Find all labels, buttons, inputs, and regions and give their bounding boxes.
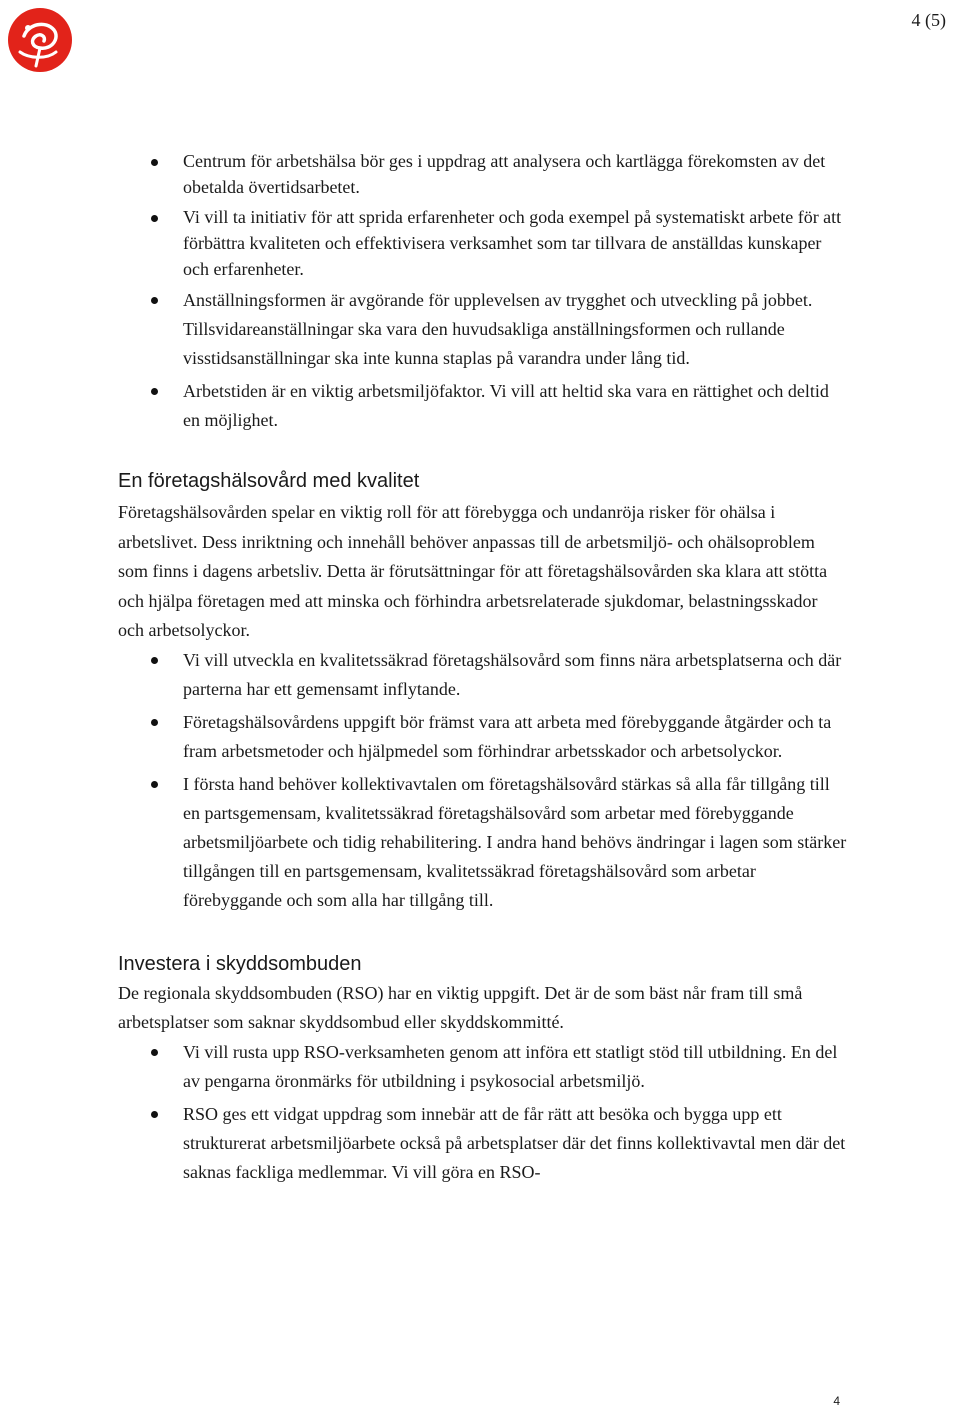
section1-bullet-list xyxy=(118,646,848,915)
list-item: Vi vill utveckla en kvalitetssäkrad företagshälsovård som finns nära arbetsplatserna och där parterna har ett gemensamt inflytande. xyxy=(118,646,848,704)
list-item: RSO ges ett vidgat uppdrag som innebär att de får rätt att besöka och bygga upp ett strukturerat arbetsmiljöarbete också på arbetsplatser där det finns kollektivavtal men där det saknas fackliga medlemmar. Vi vill göra en RSO- xyxy=(118,1100,848,1187)
document-body xyxy=(118,148,848,1191)
list-item: Vi vill rusta upp RSO-verksamheten genom att införa ett statligt stöd till utbildning. En del av pengarna öronmärks för utbildning i psykosocial arbetsmiljö. xyxy=(118,1038,848,1096)
top-bullet-list xyxy=(118,148,848,282)
footer-page-number: 4 xyxy=(833,1394,840,1408)
section2-bullet-list xyxy=(118,1038,848,1187)
list-item: Centrum för arbetshälsa bör ges i uppdrag att analysera och kartlägga förekomsten av det obetalda övertidsarbetet. xyxy=(118,148,848,200)
section-paragraph: Företagshälsovården spelar en viktig roll för att förebygga och undanröja risker för ohälsa i arbetslivet. Dess inriktning och innehåll behöver anpassas till de arbetsmiljö- och ohälsoproblem som finns i dagens arbetsliv. Detta är förutsättningar för att företagshälsovården ska klara att stötta och hjälpa företagen med att minska och förhindra arbetsrelaterade sjukdomar, belastningsskador och arbetsolyckor. xyxy=(118,502,828,640)
list-item: Vi vill ta initiativ för att sprida erfarenheter och goda exempel på systematiskt arbete för att förbättra kvaliteten och effektivisera verksamhet som tar tillvara de anställdas kunskaper och erfarenheter. xyxy=(118,204,848,282)
section-heading-skyddsombud: Investera i skyddsombuden xyxy=(118,952,362,975)
section-heading-foretagshalsovard: En företagshälsovård med kvalitet xyxy=(118,470,420,492)
rose-logo xyxy=(6,6,74,74)
section-paragraph: De regionala skyddsombuden (RSO) har en viktig uppgift. Det är de som bäst når fram till små arbetsplatser som saknar skyddsombud eller skyddskommitté. xyxy=(118,982,803,1032)
list-item: I första hand behöver kollektivavtalen om företagshälsovård stärkas så alla får tillgång till en partsgemensam, kvalitetssäkrad företagshälsovård som arbetar med förebyggande arbetsmiljöarbete och tidig rehabilitering. I andra hand behövs ändringar i lagen som stärker tillgången till en partsgemensam, kvalitetssäkrad företagshälsovård som arbetar förebyggande och som alla har tillgång till. xyxy=(118,770,848,915)
list-item: Företagshälsovårdens uppgift bör främst vara att arbeta med förebyggande åtgärder och ta fram arbetsmetoder och hjälpmedel som förhindrar arbetsskador och arbetsolyckor. xyxy=(118,708,848,766)
page-label: 4 (5) xyxy=(911,10,946,30)
mid-bullet-list xyxy=(118,286,848,435)
list-item: Arbetstiden är en viktig arbetsmiljöfaktor. Vi vill att heltid ska vara en rättighet och deltid en möjlighet. xyxy=(118,377,848,435)
list-item: Anställningsformen är avgörande för upplevelsen av trygghet och utveckling på jobbet. Tillsvidareanställningar ska vara den huvudsakliga anställningsformen och rullande visstidsanställningar ska inte kunna staplas på varandra under lång tid. xyxy=(118,286,848,373)
